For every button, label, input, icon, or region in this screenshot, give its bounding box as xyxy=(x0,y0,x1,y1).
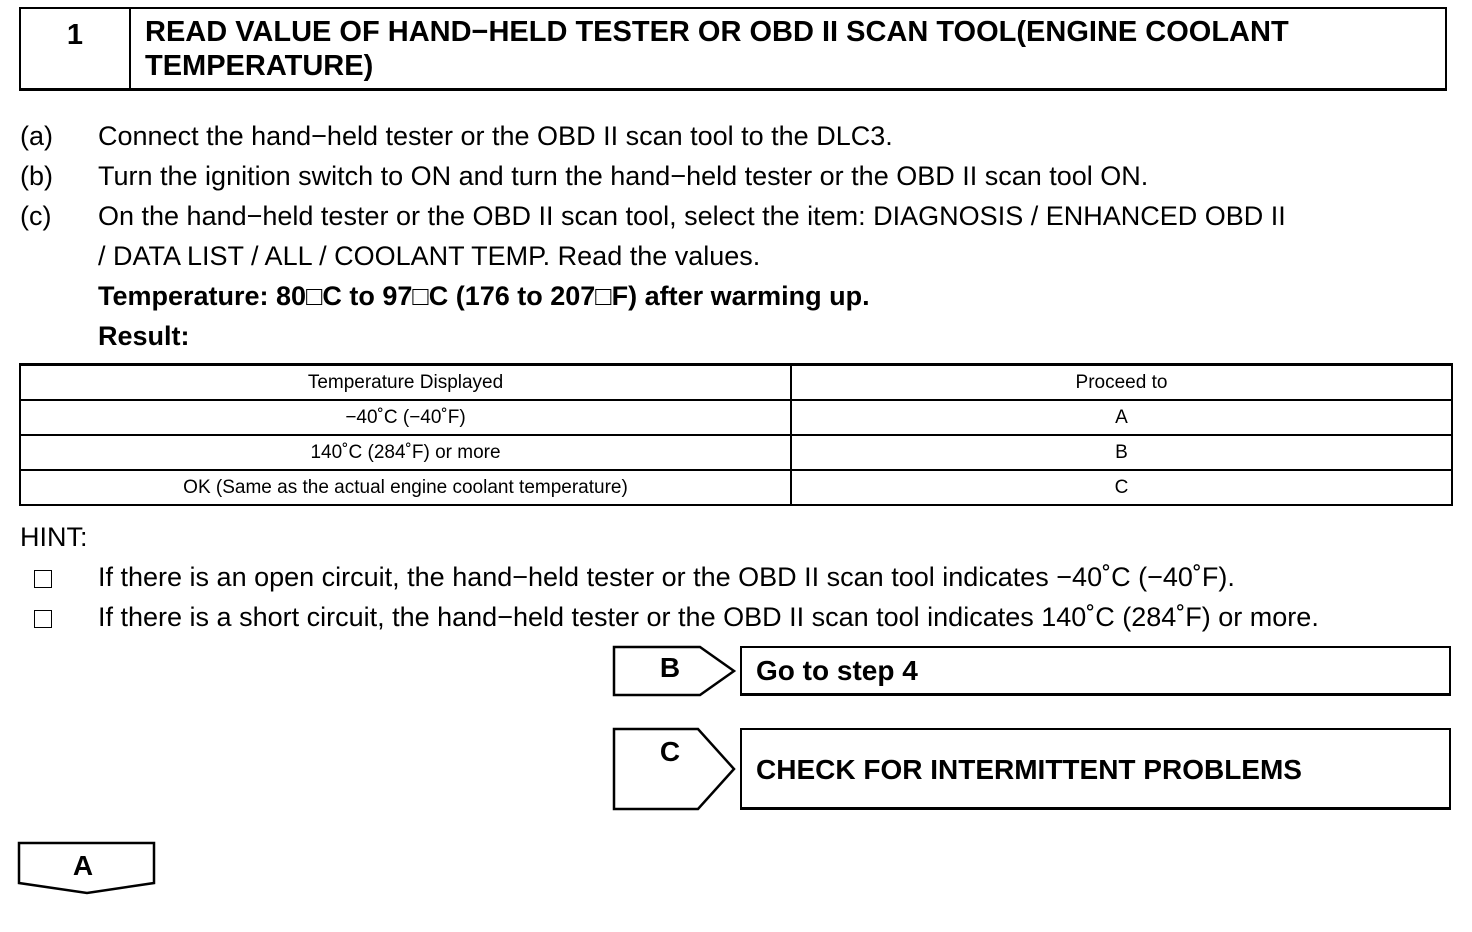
step-title: READ VALUE OF HAND−HELD TESTER OR OBD II SCAN TOOL(ENGINE COOLANT TEMPERATURE) xyxy=(145,16,1289,82)
hint-item: If there is a short circuit, the hand−held tester or the OBD II scan tool indicates 140˚C (284˚F) or more. xyxy=(98,602,1319,632)
bullet-square-icon xyxy=(34,570,52,588)
item-a-letter: (a) xyxy=(20,121,53,151)
hint-item: If there is an open circuit, the hand−held tester or the OBD II scan tool indicates −40˚C (−40˚F). xyxy=(98,562,1235,592)
table-row xyxy=(20,470,1452,505)
table-cell: A xyxy=(791,400,1452,435)
table-cell: C xyxy=(791,470,1452,505)
step-header xyxy=(19,7,1447,91)
table-row xyxy=(20,400,1452,435)
item-c-text-line1: On the hand−held tester or the OBD II scan tool, select the item: DIAGNOSIS / ENHANCED OBD II xyxy=(98,201,1286,231)
item-b-letter: (b) xyxy=(20,161,53,191)
table-cell: 140˚C (284˚F) or more xyxy=(20,435,791,470)
branch-b-box: Go to step 4 xyxy=(740,646,1451,696)
step-number: 1 xyxy=(21,9,131,88)
item-c-letter: (c) xyxy=(20,201,52,231)
table-cell: OK (Same as the actual engine coolant temperature) xyxy=(20,470,791,505)
table-header-cell: Temperature Displayed xyxy=(20,365,791,401)
item-b-text: Turn the ignition switch to ON and turn the hand−held tester or the OBD II scan tool ON. xyxy=(98,161,1149,191)
table-cell: −40˚C (−40˚F) xyxy=(20,400,791,435)
result-table xyxy=(19,363,1453,506)
table-row xyxy=(20,435,1452,470)
result-label: Result: xyxy=(98,321,190,351)
table-header-row xyxy=(20,365,1452,401)
item-a-text: Connect the hand−held tester or the OBD II scan tool to the DLC3. xyxy=(98,121,893,151)
item-c-text-line2: / DATA LIST / ALL / COOLANT TEMP. Read the values. xyxy=(98,241,761,271)
table-cell: B xyxy=(791,435,1452,470)
bullet-square-icon xyxy=(34,610,52,628)
hint-label: HINT: xyxy=(20,522,88,552)
temperature-spec: Temperature: 80□C to 97□C (176 to 207□F) after warming up. xyxy=(98,281,870,311)
branch-c-label: C xyxy=(659,736,681,767)
branch-b-label: B xyxy=(659,652,681,683)
table-header-cell: Proceed to xyxy=(791,365,1452,401)
branch-a-label: A xyxy=(72,850,94,881)
branch-c-box: CHECK FOR INTERMITTENT PROBLEMS xyxy=(740,728,1451,810)
